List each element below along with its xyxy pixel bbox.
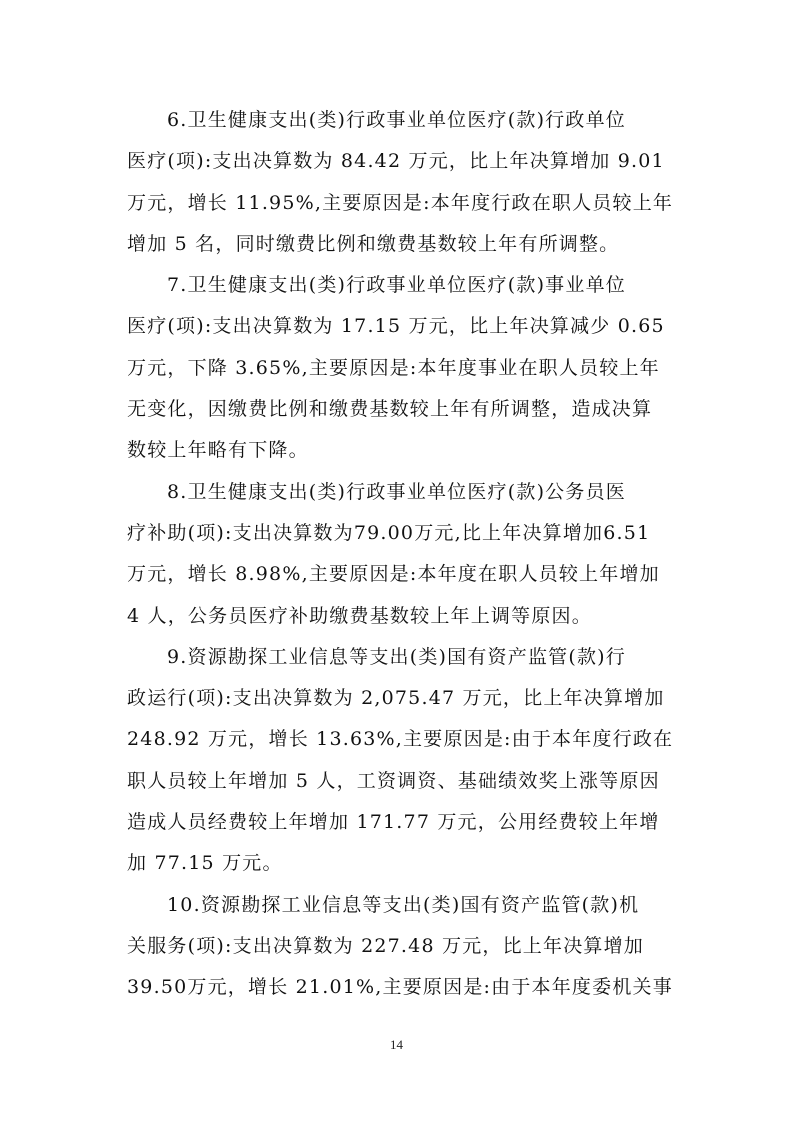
- text-line: 医疗(项):支出决算数为 17.15 万元，比上年决算减少 0.65: [127, 315, 665, 338]
- paragraph-item-9: [127, 637, 679, 885]
- text-line: 数较上年略有下降。: [127, 439, 309, 462]
- text-line: 7.卫生健康支出(类)行政事业单位医疗(款)事业单位: [167, 274, 626, 297]
- text-line: 万元，增长 8.98%,主要原因是:本年度在职人员较上年增加: [127, 563, 660, 586]
- text-line: 造成人员经费较上年增加 171.77 万元，公用经费较上年增: [127, 811, 660, 834]
- text-line: 增加 5 名，同时缴费比例和缴费基数较上年有所调整。: [127, 232, 620, 255]
- text-line: 10.资源勘探工业信息等支出(类)国有资产监管(款)机: [167, 893, 640, 916]
- paragraph-item-7: [127, 265, 679, 471]
- text-line: 疗补助(项):支出决算数为79.00万元,比上年决算增加6.51: [127, 521, 651, 544]
- text-line: 政运行(项):支出决算数为 2,075.47 万元，比上年决算增加: [127, 687, 665, 710]
- text-line: 248.92 万元，增长 13.63%,主要原因是:由于本年度行政在: [127, 728, 674, 751]
- document-body: [127, 100, 679, 1009]
- text-line: 万元，增长 11.95%,主要原因是:本年度行政在职人员较上年: [127, 191, 674, 214]
- text-line: 8.卫生健康支出(类)行政事业单位医疗(款)公务员医: [167, 480, 626, 503]
- text-line: 关服务(项):支出决算数为 227.48 万元，比上年决算增加: [127, 934, 644, 957]
- text-line: 9.资源勘探工业信息等支出(类)国有资产监管(款)行: [167, 645, 626, 668]
- text-line: 4 人，公务员医疗补助缴费基数较上年上调等原因。: [127, 604, 592, 627]
- paragraph-item-8: [127, 472, 679, 637]
- text-line: 6.卫生健康支出(类)行政事业单位医疗(款)行政单位: [167, 109, 626, 131]
- text-line: 医疗(项):支出决算数为 84.42 万元，比上年决算增加 9.01: [127, 150, 665, 173]
- text-line: 万元，下降 3.65%,主要原因是:本年度事业在职人员较上年: [127, 356, 660, 379]
- page-number: 14: [390, 1037, 403, 1052]
- paragraph-item-6: [127, 100, 679, 265]
- text-line: 加 77.15 万元。: [127, 852, 283, 875]
- text-line: 无变化，因缴费比例和缴费基数较上年有所调整，造成决算: [127, 398, 653, 421]
- text-line: 39.50万元，增长 21.01%,主要原因是:由于本年度委机关事: [127, 976, 673, 999]
- text-line: 职人员较上年增加 5 人，工资调资、基础绩效奖上涨等原因: [127, 769, 660, 792]
- paragraph-item-10: [127, 885, 679, 1009]
